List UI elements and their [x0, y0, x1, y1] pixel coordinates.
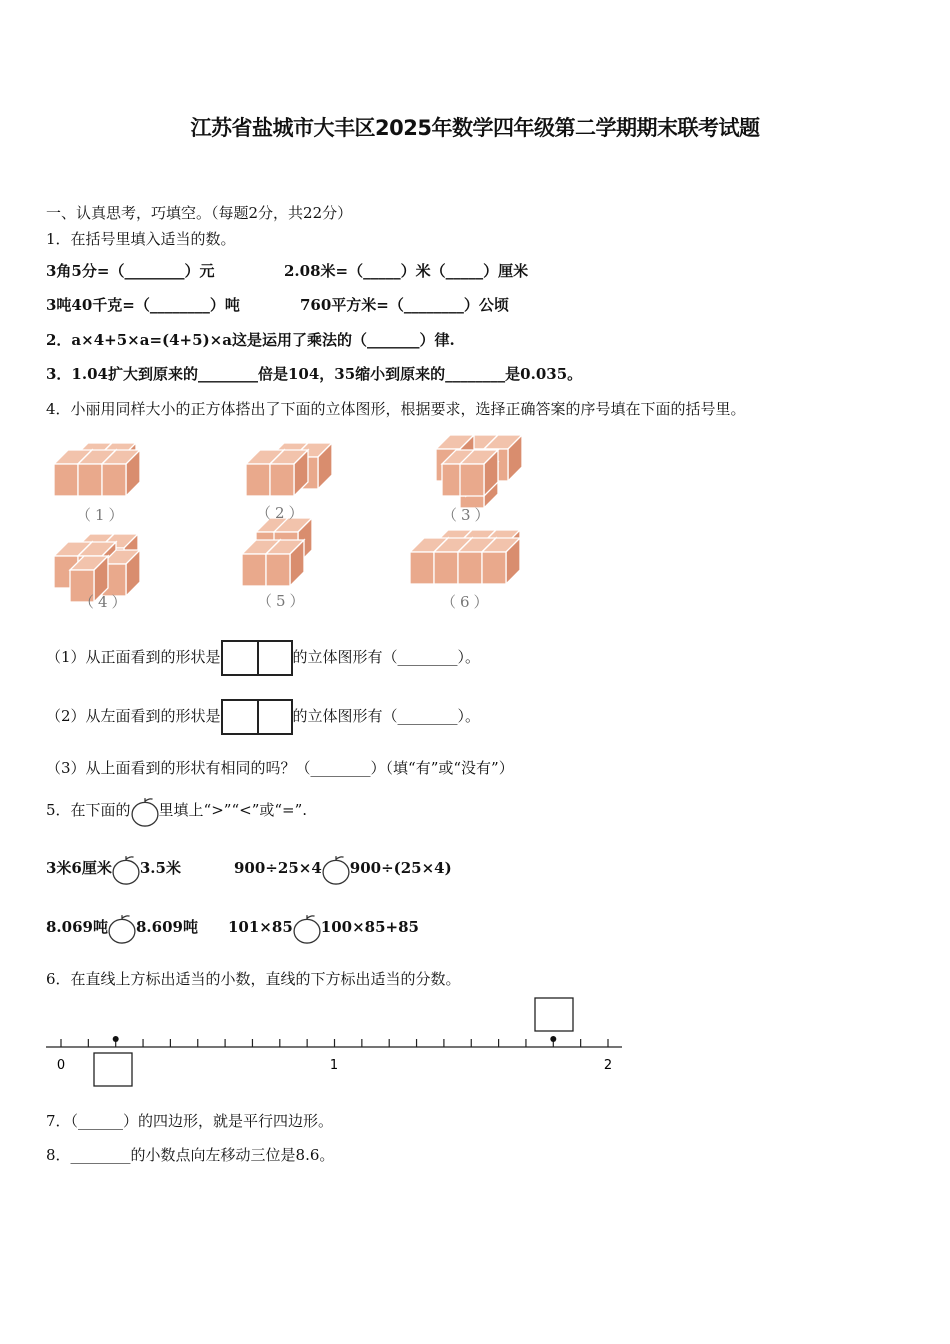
q1-stem: 1．在括号里填入适当的数。: [46, 230, 236, 248]
q5-c-right: 8.609吨: [135, 918, 198, 936]
number-line: [40, 990, 630, 1095]
q5-c-left: 8.069吨: [46, 918, 108, 936]
tick-label-1: 1: [329, 1058, 339, 1073]
tick-label-2: 2: [603, 1058, 613, 1073]
q1-a: 3角5分=（________）元: [46, 262, 215, 280]
q4-part2-prefix: （2）从左面看到的形状是: [46, 707, 221, 725]
q5-stem: [46, 794, 307, 828]
figure-label-2: （2）: [256, 504, 308, 522]
q4-part1-prefix: （1）从正面看到的形状是: [46, 648, 221, 666]
apple-circle-icon: [322, 852, 350, 886]
q1-c: 3吨40千克=（________）吨: [46, 296, 240, 314]
q4-part2: [46, 699, 480, 735]
q5-d-left: 101×85: [228, 918, 293, 936]
q5-a-right: 3.5米: [139, 859, 181, 877]
figure-label-3: （3）: [442, 506, 494, 524]
q8-text: 8．________的小数点向左移动三位是8.6。: [46, 1146, 335, 1164]
q1-d: 760平方米=（________）公顷: [300, 296, 509, 314]
cube-figure-2: [246, 443, 332, 496]
figure-label-5: （5）: [257, 592, 309, 610]
apple-circle-icon: [108, 911, 136, 945]
q4-part1-suffix: 的立体图形有（________）。: [292, 648, 481, 666]
apple-circle-icon: [131, 794, 159, 828]
cube-figure-5: [242, 518, 312, 586]
q5-b-left: 900÷25×4: [234, 859, 322, 877]
point-b: [550, 1036, 556, 1042]
point-a: [113, 1036, 119, 1042]
q6-stem: 6．在直线上方标出适当的小数，直线的下方标出适当的分数。: [46, 970, 461, 988]
q5-row1-left: [46, 852, 181, 886]
answer-box-below[interactable]: [94, 1053, 132, 1086]
q5-a-left: 3米6厘米: [46, 859, 112, 877]
figure-label-4: （4）: [79, 593, 131, 611]
cube-figure-3: [436, 435, 522, 508]
figure-label-1: （1）: [76, 506, 128, 524]
number-line-ticks: [61, 1039, 608, 1047]
q7-text: 7．（______）的四边形，就是平行四边形。: [46, 1112, 334, 1130]
q4-part3: （3）从上面看到的形状有相同的吗？（________）（填“有”或“没有”）: [46, 759, 514, 777]
two-square-shape-icon: [221, 699, 293, 735]
q5-stem-suffix: 里填上“>”“<”或“=”.: [158, 801, 308, 819]
q5-row1-right: [234, 852, 452, 886]
q3-text: 3．1.04扩大到原来的________倍是104，35缩小到原来的________是0.035。: [46, 365, 583, 383]
two-square-shape-icon: [221, 640, 293, 676]
q5-row2-right: [228, 911, 419, 945]
q4-stem: 4．小丽用同样大小的正方体搭出了下面的立体图形，根据要求，选择正确答案的序号填在下面的括号里。: [46, 400, 746, 418]
answer-box-above[interactable]: [535, 998, 573, 1031]
q4-part1: [46, 640, 480, 676]
q1-b: 2.08米=（_____）米（_____）厘米: [284, 262, 529, 280]
cube-figure-6: [410, 530, 520, 584]
figure-label-6: （6）: [441, 593, 493, 611]
cube-figure-1: [54, 443, 140, 496]
q5-b-right: 900÷(25×4): [349, 859, 452, 877]
apple-circle-icon: [112, 852, 140, 886]
q2-text: 2．a×4+5×a=(4+5)×a这是运用了乘法的（_______）律.: [46, 331, 455, 349]
page-title: 江苏省盐城市大丰区2025年数学四年级第二学期期末联考试题: [190, 116, 760, 140]
tick-label-0: 0: [56, 1058, 66, 1073]
apple-circle-icon: [293, 911, 321, 945]
q4-part2-suffix: 的立体图形有（________）。: [292, 707, 481, 725]
q5-stem-prefix: 5．在下面的: [46, 801, 131, 819]
q5-row2-left: [46, 911, 198, 945]
section-heading: 一、认真思考，巧填空。（每题2分，共22分）: [46, 204, 353, 222]
q5-d-right: 100×85+85: [320, 918, 419, 936]
